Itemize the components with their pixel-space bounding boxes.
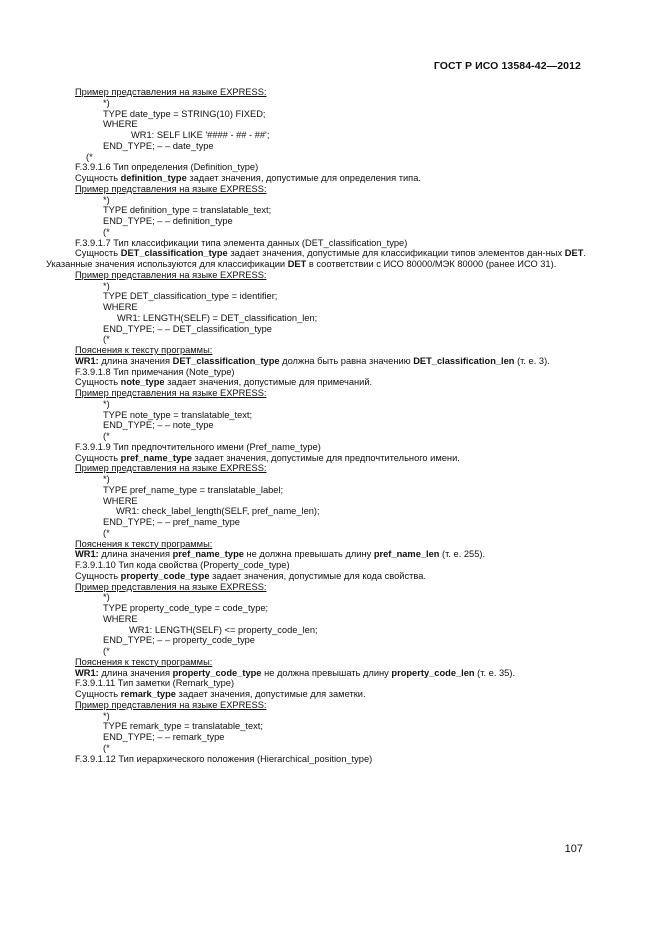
explanation-heading: Пояснения к тексту программы: bbox=[75, 345, 213, 355]
paragraph: Сущность note_type задает значения, допустимые для примечаний. bbox=[75, 377, 373, 388]
paragraph: Сущность remark_type задает значения, допустимые для заметки. bbox=[75, 689, 366, 699]
paragraph: Сущность pref_name_type задает значения, допустимые для предпочтительного имени. bbox=[75, 452, 460, 463]
code-line: *) bbox=[103, 97, 110, 108]
page-body bbox=[46, 87, 586, 764]
code-line: TYPE pref_name_type = translatable_label; bbox=[103, 484, 284, 495]
code-line: *) bbox=[103, 194, 110, 205]
code-line: TYPE property_code_type = code_type; bbox=[103, 603, 269, 613]
code-line: END_TYPE; – – remark_type bbox=[103, 732, 225, 742]
code-line: END_TYPE; – – DET_classification_type bbox=[103, 323, 272, 334]
code-line: *) bbox=[103, 592, 110, 603]
code-line: END_TYPE; – – definition_type bbox=[103, 216, 233, 226]
code-line: *) bbox=[103, 280, 110, 291]
code-line: END_TYPE; – – pref_name_type bbox=[103, 517, 240, 527]
code-line: END_TYPE; – – note_type bbox=[103, 420, 214, 431]
code-line: WR1: SELF LIKE '#### - ## - ##'; bbox=[131, 130, 270, 140]
explanation-heading: Пояснения к тексту программы: bbox=[75, 538, 213, 549]
explanation-heading: Пояснения к тексту программы: bbox=[75, 656, 213, 667]
code-line: WR1: check_label_length(SELF, pref_name_len); bbox=[116, 506, 320, 517]
example-heading: Пример представления на языке EXPRESS: bbox=[75, 87, 267, 97]
code-line: WR1: LENGTH(SELF) = DET_classification_len; bbox=[117, 312, 318, 323]
example-heading: Пример представления на языке EXPRESS: bbox=[75, 388, 267, 398]
code-line: (* bbox=[103, 431, 110, 441]
document-header: ГОСТ Р ИСО 13584-42—2012 bbox=[433, 60, 581, 72]
code-line: WHERE bbox=[103, 119, 138, 130]
code-line: (* bbox=[86, 151, 93, 162]
code-line: (* bbox=[103, 226, 110, 237]
code-line: WHERE bbox=[103, 613, 138, 624]
example-heading: Пример представления на языке EXPRESS: bbox=[75, 463, 267, 474]
code-line: END_TYPE; – – property_code_type bbox=[103, 635, 255, 646]
section-heading: F.3.9.1.7 Тип классификации типа элемента данных (DET_classification_type) bbox=[75, 237, 408, 248]
code-line: *) bbox=[103, 398, 110, 409]
code-line: TYPE DET_classification_type = identifier; bbox=[103, 291, 278, 302]
section-heading: F.3.9.1.9 Тип предпочтительного имени (Pref_name_type) bbox=[75, 441, 321, 452]
code-line: *) bbox=[103, 474, 110, 484]
paragraph: WR1: длина значения pref_name_type не должна превышать длину pref_name_len (т. е. 255). bbox=[75, 549, 486, 560]
code-line: TYPE date_type = STRING(10) FIXED; bbox=[103, 108, 266, 119]
example-heading: Пример представления на языке EXPRESS: bbox=[75, 581, 267, 592]
example-heading: Пример представления на языке EXPRESS: bbox=[75, 183, 267, 194]
code-line: *) bbox=[103, 710, 110, 721]
paragraph: WR1: длина значения property_code_type не должна превышать длину property_code_len (т. е. 35). bbox=[75, 667, 516, 678]
code-line: (* bbox=[103, 334, 110, 345]
code-line: TYPE note_type = translatable_text; bbox=[103, 409, 253, 420]
code-line: END_TYPE; – – date_type bbox=[103, 140, 214, 151]
section-heading: F.3.9.1.8 Тип примечания (Note_type) bbox=[75, 366, 235, 377]
example-heading: Пример представления на языке EXPRESS: bbox=[75, 269, 267, 280]
paragraph: Сущность DET_classification_type задает значения, допустимые для классификации типов элементов дан-ных DET. Указанные значения используются для классификации DET в соответствии с ИСО 80000/МЭК 80000 (ранее ИСО 31). bbox=[46, 248, 586, 269]
code-line: WR1: LENGTH(SELF) <= property_code_len; bbox=[129, 624, 318, 635]
paragraph: WR1: длина значения DET_classification_type должна быть равна значению DET_classification_len (т. е. 3). bbox=[75, 355, 550, 366]
code-line: WHERE bbox=[103, 495, 138, 506]
paragraph: Сущность property_code_type задает значения, допустимые для кода свойства. bbox=[75, 570, 426, 581]
code-line: TYPE remark_type = translatable_text; bbox=[103, 721, 263, 732]
code-line: WHERE bbox=[103, 302, 138, 312]
code-line: (* bbox=[103, 646, 110, 656]
section-heading: F.3.9.1.6 Тип определения (Definition_type) bbox=[75, 162, 259, 173]
code-line: (* bbox=[103, 742, 110, 753]
section-heading: F.3.9.1.11 Тип заметки (Remark_type) bbox=[75, 678, 235, 689]
paragraph: Сущность definition_type задает значения, допустимые для определения типа. bbox=[75, 173, 421, 183]
code-line: (* bbox=[103, 527, 110, 538]
section-heading: F.3.9.1.12 Тип иерархического положения (Hierarchical_position_type) bbox=[75, 753, 373, 764]
code-line: TYPE definition_type = translatable_text; bbox=[103, 205, 272, 216]
section-heading: F.3.9.1.10 Тип кода свойства (Property_code_type) bbox=[75, 560, 290, 570]
example-heading: Пример представления на языке EXPRESS: bbox=[75, 699, 267, 710]
page-number: 107 bbox=[564, 843, 583, 855]
